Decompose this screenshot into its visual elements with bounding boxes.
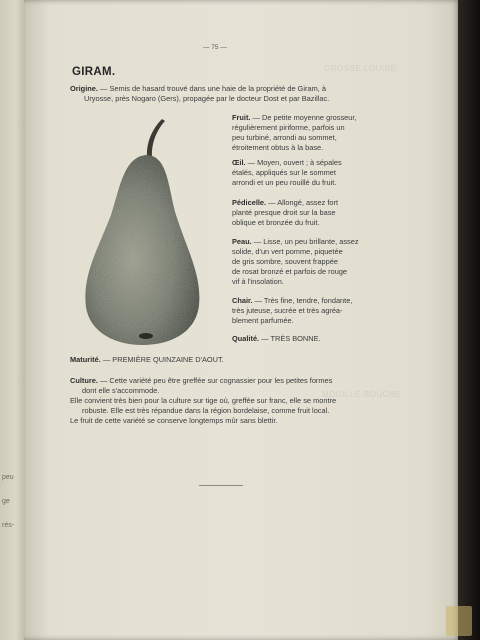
culture-line: — Cette variété peu être greffée sur cognassier pour les petites formes — [99, 376, 333, 385]
peau-block — [232, 237, 372, 287]
fruit-line: étroitement obtus à la base. — [232, 143, 324, 152]
oeil-line: arrondi et un peu rouillé du fruit. — [232, 178, 337, 187]
pear-illustration — [80, 115, 205, 347]
section-divider — [199, 485, 243, 486]
peau-line: de rosat bronzé et parfois de rouge — [232, 267, 348, 276]
chair-line: très juteuse, sucrée et très agréa- — [232, 306, 343, 315]
origine-text: — Semis de hasard trouvé dans une haie de la propriété de Giram, à — [100, 84, 326, 93]
fruit-line: peu turbiné, arrondi au sommet, — [232, 133, 337, 142]
show-through-text: MOUILLE-BOUCHE — [322, 390, 402, 399]
culture-line: Le fruit de cette variété se conserve longtemps mûr sans blettir. — [70, 416, 278, 425]
fruit-label: Fruit. — [232, 113, 251, 122]
maturite-label: Maturité. — [70, 355, 101, 364]
margin-fragment: peu — [2, 474, 14, 481]
pedicelle-block — [232, 198, 372, 228]
peau-line: — Lisse, un peu brillante, assez — [253, 237, 359, 246]
peau-line: vif à l'insolation. — [232, 277, 284, 286]
variety-title: GIRAM. — [72, 66, 116, 78]
pear-calyx — [139, 333, 153, 339]
qualite-label: Qualité. — [232, 334, 260, 343]
fruit-block — [232, 113, 372, 153]
page-edge-shadow — [458, 0, 480, 640]
peau-line: solide, d'un vert pomme, piquetée — [232, 247, 343, 256]
chair-line: — Très fine, tendre, fondante, — [254, 296, 353, 305]
facing-page-edge — [0, 0, 26, 640]
origine-paragraph — [70, 84, 440, 94]
origine-label: Origine. — [70, 84, 98, 93]
qualite-block — [232, 334, 392, 344]
oeil-line: étalés, appliqués sur le sommet — [232, 168, 336, 177]
oeil-line: — Moyen, ouvert ; à sépales — [247, 158, 342, 167]
qualite-text: — TRÈS BONNE. — [261, 334, 321, 343]
chair-line: blement parfumée. — [232, 316, 294, 325]
origine-line-2: Uryosse, près Nogaro (Gers), propagée par le docteur Dost et par Bazillac. — [84, 94, 330, 103]
fruit-line: — De petite moyenne grosseur, — [252, 113, 357, 122]
pedicelle-line: — Allongé, assez fort — [268, 198, 339, 207]
maturite-block — [70, 355, 370, 365]
margin-fragment: ge — [2, 498, 10, 505]
margin-fragment: rés- — [2, 522, 15, 529]
culture-label: Culture. — [70, 376, 98, 385]
fruit-line: régulièrement piriforme, parfois un — [232, 123, 345, 132]
peau-line: de gris sombre, souvent frappée — [232, 257, 338, 266]
show-through-text: GROSSE LOUISE — [324, 64, 397, 73]
chair-block — [232, 296, 372, 326]
corner-sticker — [446, 606, 472, 636]
culture-line: dont elle s'accommode. — [82, 386, 160, 395]
culture-line: robuste. Elle est très répandue dans la région bordelaise, comme fruit local. — [82, 406, 330, 415]
pedicelle-label: Pédicelle. — [232, 198, 267, 207]
peau-label: Peau. — [232, 237, 252, 246]
chair-label: Chair. — [232, 296, 253, 305]
pear-speckles — [85, 155, 199, 345]
culture-line: Elle convient très bien pour la culture sur tige où, greffée sur franc, elle se montre — [70, 396, 337, 405]
pedicelle-line: oblique et bronzée du fruit. — [232, 218, 320, 227]
oeil-label: Œil. — [232, 158, 246, 167]
culture-block — [70, 376, 445, 426]
page-number: — 75 — — [203, 44, 227, 51]
maturite-text: — PREMIÈRE QUINZAINE D'AOUT. — [102, 355, 224, 364]
pear-stem — [147, 119, 165, 158]
pedicelle-line: planté presque droit sur la base — [232, 208, 336, 217]
oeil-block — [232, 158, 372, 188]
